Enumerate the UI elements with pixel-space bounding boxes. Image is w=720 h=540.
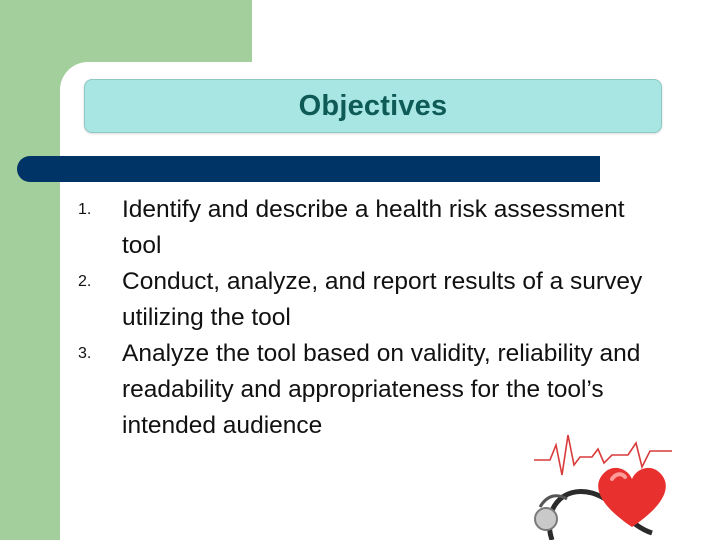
heart-stethoscope-icon [532,415,682,540]
objective-text: Identify and describe a health risk assessment tool [122,196,625,259]
objective-number: 2. [78,273,92,290]
objective-text: Analyze the tool based on validity, reliability and readability and appropriateness for the tool’s intended audience [122,340,641,439]
slide-title: Objectives [298,89,448,122]
title-box [84,79,662,133]
objective-number: 1. [78,201,92,218]
chest-piece [535,508,557,530]
objective-number: 3. [78,345,92,362]
objective-item [70,264,670,336]
navy-divider-bar [17,156,600,182]
heart-shape [598,468,666,527]
objective-item [70,192,670,264]
objective-text: Conduct, analyze, and report results of a survey utilizing the tool [122,268,643,331]
objectives-list [70,192,670,444]
